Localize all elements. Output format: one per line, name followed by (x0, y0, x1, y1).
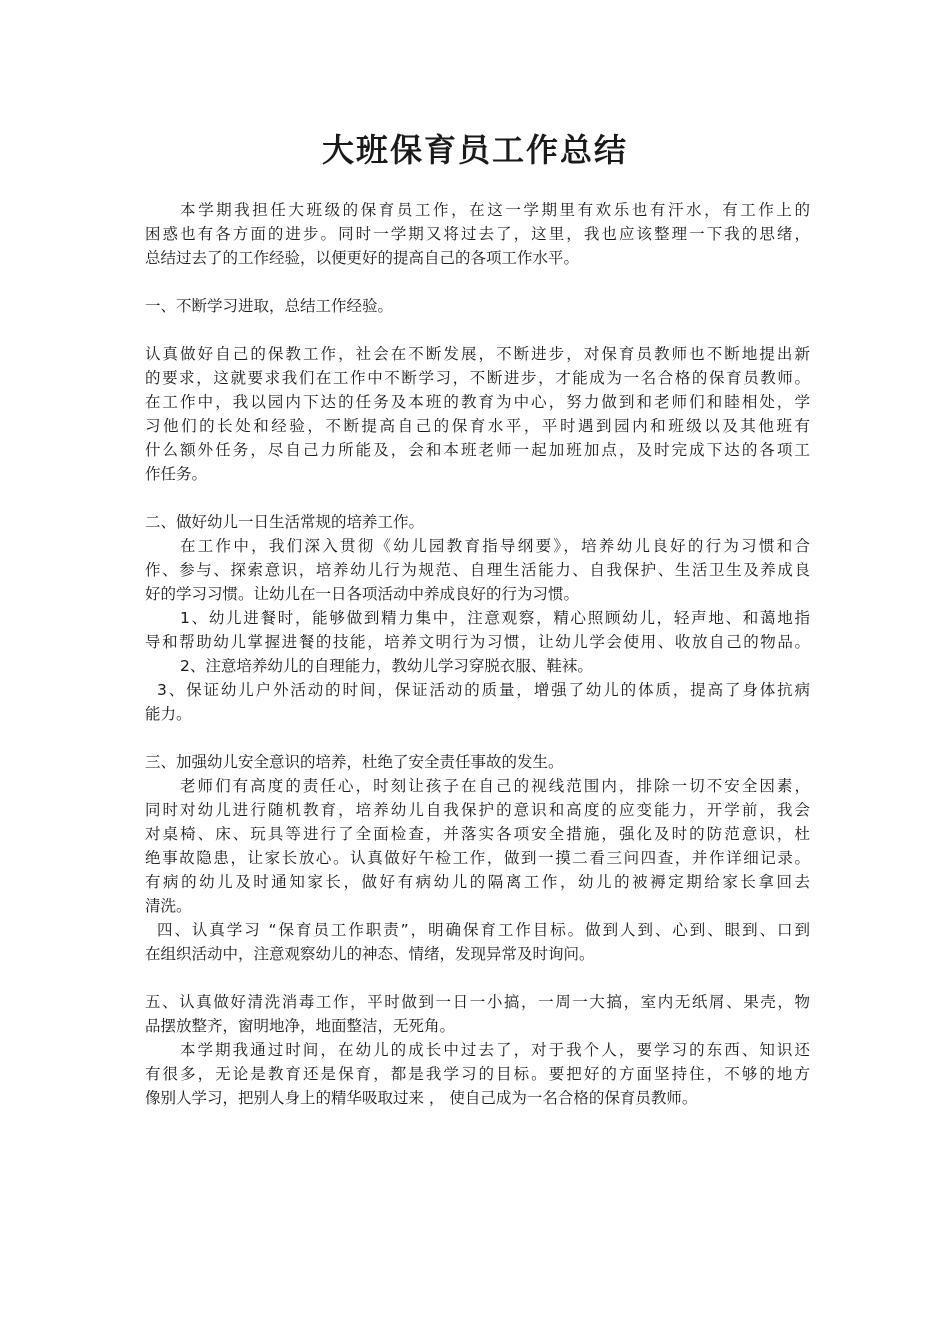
list-item-3-line: 能力。 (145, 705, 192, 723)
closing-line: 本学期我通过时间，在幼儿的成长中过去了，对于我个人，要学习的东西、知识还 (180, 1041, 810, 1059)
document-title: 大班保育员工作总结 (321, 131, 628, 169)
section-3-line: 老师们有高度的责任心，时刻让孩子在自己的视线范围内，排除一切不安全因素， (180, 777, 810, 795)
section-1-line: 认真做好自己的保教工作，社会在不断发展，不断进步，对保育员教师也不断地提出新 (145, 345, 810, 363)
closing-line: 有很多，无论是教育还是保育，都是我学习的目标。要把好的方面坚持住，不够的地方 (145, 1065, 810, 1083)
section-4-line: 四、认真学习 “保育员工作职责”，明确保育工作目标。做到人到、心到、眼到、口到 (157, 921, 810, 939)
section-1-line: 的要求，这就要求我们在工作中不断学习，不断进步，才能成为一名合格的保育员教师。 (145, 369, 810, 387)
section-1-line: 作任务。 (145, 465, 208, 483)
section-3-line: 对桌椅、床、玩具等进行了全面检查，并落实各项安全措施，强化及时的防范意识，杜 (145, 825, 810, 843)
list-item-1-line: 导和帮助幼儿掌握进餐的技能，培养文明行为习惯，让幼儿学会使用、收放自己的物品。 (145, 633, 810, 651)
document-body (145, 198, 810, 1110)
intro-line: 困惑也有各方面的进步。同时一学期又将过去了，这里，我也应该整理一下我的思绪， (145, 225, 810, 243)
closing-line: 像别人学习，把别人身上的精华吸取过来 ， 使自己成为一名合格的保育员教师。 (145, 1089, 698, 1107)
section-2-line: 作、参与、探索意识，培养幼儿行为规范、自理生活能力、自我保护、生活卫生及养成良 (145, 561, 810, 579)
section-2-line: 在工作中，我们深入贯彻《幼儿园教育指导纲要》，培养幼儿良好的行为习惯和合 (180, 537, 810, 555)
section-3-line: 清洗。 (145, 897, 192, 915)
list-item-2: 2、注意培养幼儿的自理能力，教幼儿学习穿脱衣服、鞋袜。 (180, 657, 593, 675)
section-4-line: 在组织活动中，注意观察幼儿的神态、情绪，发现异常及时询问。 (145, 945, 595, 963)
section-heading-2: 二、做好幼儿一日生活常规的培养工作。 (145, 513, 425, 531)
list-item-1-line: 1、幼儿进餐时，能够做到精力集中，注意观察，精心照顾幼儿，轻声地、和蔼地指 (180, 609, 810, 627)
section-5-line: 品摆放整齐，窗明地净，地面整洁，无死角。 (145, 1017, 456, 1035)
section-3-line: 绝事故隐患，让家长放心。认真做好午检工作，做到一摸二看三问四查，并作详细记录。 (145, 849, 810, 867)
section-1-line: 什么额外任务，尽自己力所能及，会和本班老师一起加班加点，及时完成下达的各项工 (145, 441, 810, 459)
intro-line: 本学期我担任大班级的保育员工作，在这一学期里有欢乐也有汗水，有工作上的 (180, 201, 810, 219)
section-3-line: 有病的幼儿及时通知家长，做好有病幼儿的隔离工作，幼儿的被褥定期给家长拿回去 (145, 873, 810, 891)
section-1-line: 习他们的长处和经验，不断提高自己的保育水平，平时遇到园内和班级以及其他班有 (145, 417, 810, 435)
section-heading-3: 三、加强幼儿安全意识的培养，杜绝了安全责任事故的发生。 (145, 753, 564, 771)
section-2-line: 好的学习习惯。让幼儿在一日各项活动中养成良好的行为习惯。 (145, 585, 580, 603)
list-item-3-line: 3、保证幼儿户外活动的时间，保证活动的质量，增强了幼儿的体质，提高了身体抗病 (157, 681, 810, 699)
section-heading-1: 一、不断学习进取，总结工作经验。 (145, 297, 394, 315)
section-5-line: 五、认真做好清洗消毒工作，平时做到一日一小搞，一周一大搞，室内无纸屑、果壳，物 (145, 993, 810, 1011)
section-3-line: 同时对幼儿进行随机教育，培养幼儿自我保护的意识和高度的应变能力，开学前，我会 (145, 801, 810, 819)
section-1-line: 在工作中，我以园内下达的任务及本班的教育为中心，努力做到和老师们和睦相处，学 (145, 393, 810, 411)
intro-line: 总结过去了的工作经验，以便更好的提高自己的各项工作水平。 (145, 249, 580, 267)
